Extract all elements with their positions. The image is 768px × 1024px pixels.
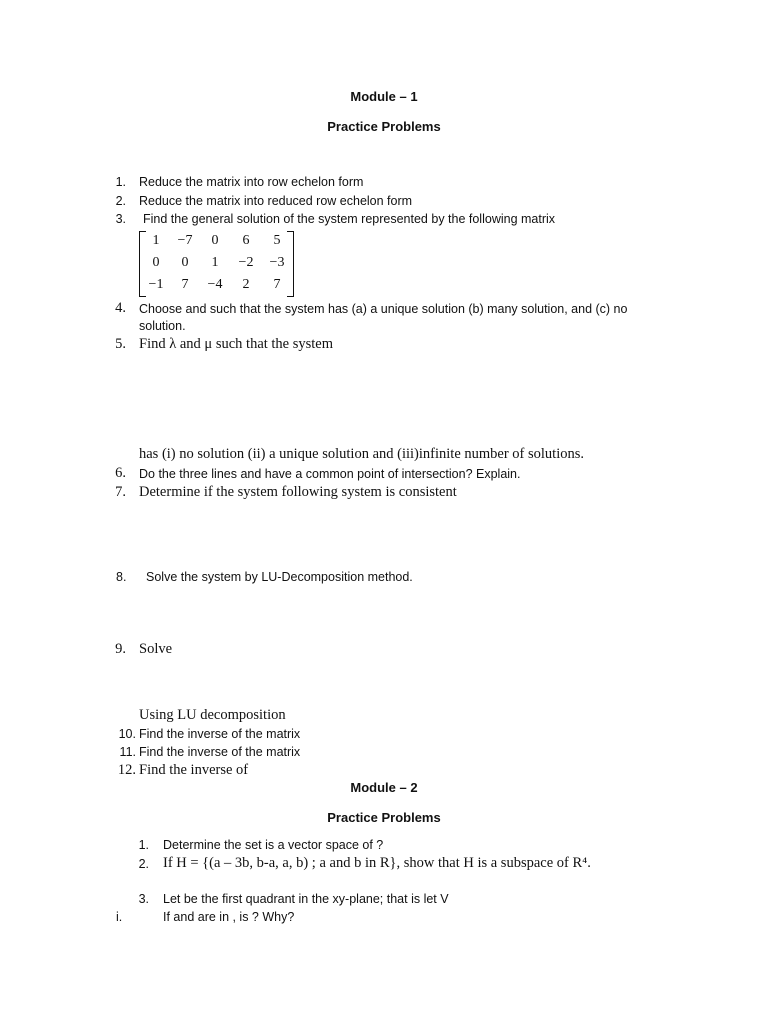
problem-8-text: Solve the system by LU-Decomposition method. <box>146 570 413 584</box>
problem-9-text: Solve <box>139 641 173 657</box>
matrix-cell: −1 <box>148 277 164 292</box>
problem-2-text: Reduce the matrix into reduced row echelon form <box>139 194 413 208</box>
problem-2-number: 2. <box>115 194 126 208</box>
problem-5-text-continued: has (i) no solution (ii) a unique solution and (iii)infinite number of solutions. <box>139 446 585 462</box>
problem-3-number: 3. <box>115 212 126 226</box>
problem-7-number: 7. <box>115 484 126 500</box>
matrix-cell: −7 <box>177 233 193 248</box>
problem-5-text: Find λ and μ such that the system <box>139 336 334 352</box>
problem-7-text: Determine if the system following system is consistent <box>139 484 457 500</box>
module-2-subitem-i-number: i. <box>116 910 123 924</box>
matrix-cell: 1 <box>152 233 160 248</box>
module-2-subitem-i-text: If and are in , is ? Why? <box>163 910 295 924</box>
problem-4-text: Choose and such that the system has (a) a unique solution (b) many solution, and (c) no <box>139 302 628 316</box>
module-2-problem-3-number: 3. <box>138 892 149 906</box>
problem-10-text: Find the inverse of the matrix <box>139 727 301 741</box>
problem-9-text-continued: Using LU decomposition <box>139 707 286 723</box>
augmented-matrix <box>139 231 294 297</box>
problem-1-text: Reduce the matrix into row echelon form <box>139 175 364 189</box>
problem-9-number: 9. <box>115 641 126 657</box>
matrix-row <box>139 231 294 253</box>
matrix-cell: −3 <box>269 255 285 270</box>
module-1-title: Module – 1 <box>350 89 418 104</box>
matrix-cell: 2 <box>242 277 250 292</box>
module-2-problem-3-text: Let be the first quadrant in the xy-plane; that is let V <box>163 892 449 906</box>
problem-10-number: 10. <box>118 727 136 741</box>
problem-12-number: 12. <box>117 762 136 778</box>
module-2-problem-2-text: If H = {(a – 3b, b-a, a, b) ; a and b in R}, show that H is a subspace of R⁴. <box>163 855 591 871</box>
matrix-cell: −2 <box>238 255 254 270</box>
problem-5-number: 5. <box>115 336 126 352</box>
problem-4-number: 4. <box>115 300 126 316</box>
matrix-cell: 0 <box>152 255 160 270</box>
matrix-cell: 1 <box>211 255 219 270</box>
problem-6-number: 6. <box>115 465 126 481</box>
problem-11-text: Find the inverse of the matrix <box>139 745 301 759</box>
module-1-subtitle: Practice Problems <box>327 119 441 134</box>
module-2-title: Module – 2 <box>350 780 418 795</box>
matrix-cell: 6 <box>242 233 250 248</box>
problem-4-text-continued: solution. <box>139 319 186 333</box>
matrix-cell: 7 <box>273 277 281 292</box>
module-2-problem-1-text: Determine the set is a vector space of ? <box>163 838 384 852</box>
matrix-cell: 7 <box>181 277 189 292</box>
module-2-problem-2-number: 2. <box>138 857 149 871</box>
matrix-row <box>139 253 294 275</box>
problem-3-text: Find the general solution of the system represented by the following matrix <box>143 212 556 226</box>
problem-1-number: 1. <box>115 175 126 189</box>
matrix-cell: 0 <box>211 233 219 248</box>
module-2-subtitle: Practice Problems <box>327 810 441 825</box>
module-2-problem-1-number: 1. <box>138 838 149 852</box>
matrix-cell: 0 <box>181 255 189 270</box>
problem-12-text: Find the inverse of <box>139 762 249 778</box>
problem-8-number: 8. <box>116 570 127 584</box>
matrix-cell: 5 <box>273 233 281 248</box>
matrix-cell: −4 <box>207 277 223 292</box>
matrix-row <box>139 275 294 297</box>
problem-6-text: Do the three lines and have a common point of intersection? Explain. <box>139 467 521 481</box>
problem-11-number: 11. <box>119 745 136 759</box>
